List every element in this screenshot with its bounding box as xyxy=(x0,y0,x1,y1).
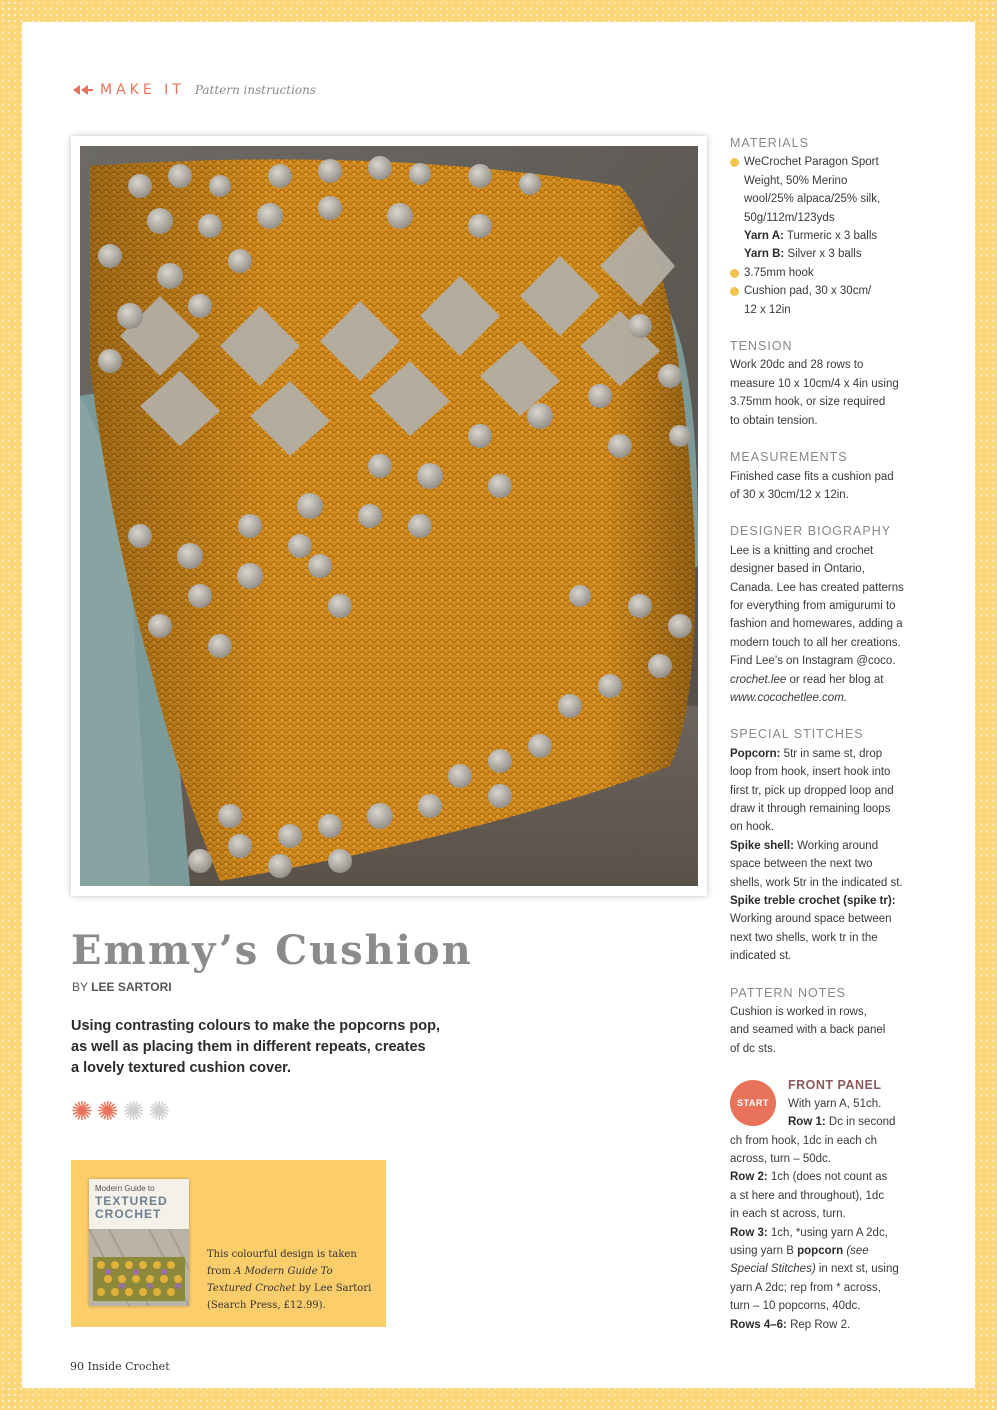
text-line: Lee is a knitting and crochet xyxy=(730,544,874,557)
text-line: 3.75mm hook, or size required xyxy=(730,396,886,409)
page-footer xyxy=(70,1360,170,1373)
book-info-box xyxy=(71,1160,386,1327)
text-line: designer based in Ontario, xyxy=(730,563,865,576)
text-line: a st here and throughout), 1dc xyxy=(730,1189,885,1202)
text-line: to obtain tension. xyxy=(730,414,818,427)
article-title: Emmy’s Cushion xyxy=(71,927,473,974)
asterisk-flower-icon: ✺ xyxy=(148,1096,171,1126)
biography-heading: DESIGNER BIOGRAPHY xyxy=(730,524,892,539)
row-3-label: Row 3: xyxy=(730,1226,768,1239)
magazine-page xyxy=(22,22,975,1388)
row-1-label: Row 1: xyxy=(788,1116,826,1129)
asterisk-flower-icon: ✺ xyxy=(122,1096,145,1126)
biography-section xyxy=(730,522,950,707)
materials-section xyxy=(730,134,950,319)
text-line: loop from hook, insert hook into xyxy=(730,766,891,779)
text-fragment: Dc in second xyxy=(825,1116,896,1129)
text-line: ch from hook, 1dc in each ch xyxy=(730,1134,878,1147)
spike-treble-label: Spike treble crochet (spike tr): xyxy=(730,895,896,908)
cushion-photo xyxy=(80,146,698,886)
text-line xyxy=(730,1224,950,1242)
start-badge: START xyxy=(730,1080,776,1126)
text-line: indicated st. xyxy=(730,950,792,963)
row-2-label: Row 2: xyxy=(730,1171,768,1184)
yarn-a-label: Yarn A: xyxy=(744,230,784,243)
asterisk-flower-icon: ✺ xyxy=(71,1096,93,1126)
text-line: Weight, 50% Merino xyxy=(744,174,848,187)
text-line: measure 10 x 10cm/4 x 4in using xyxy=(730,377,899,390)
text-fragment: using yarn B xyxy=(730,1244,798,1257)
book-cover xyxy=(89,1179,189,1306)
difficulty-rating xyxy=(71,1098,170,1124)
text-line: Cushion pad, 30 x 30cm/ xyxy=(744,285,872,298)
special-stitches-heading: SPECIAL STITCHES xyxy=(730,727,864,742)
text-fragment: Special Stitches) xyxy=(730,1263,816,1276)
text-line: in each st across, turn. xyxy=(730,1208,846,1221)
article-intro xyxy=(71,1016,481,1079)
pattern-sidebar xyxy=(730,134,950,1334)
text-line: Canada. Lee has created patterns xyxy=(730,581,904,594)
front-panel-section xyxy=(730,1076,950,1334)
popcorn-term: popcorn xyxy=(797,1244,844,1257)
byline xyxy=(72,980,172,994)
intro-line: a lovely textured cushion cover. xyxy=(71,1060,291,1076)
spike-shell-label: Spike shell: xyxy=(730,839,794,852)
text-line: and seamed with a back panel xyxy=(730,1024,886,1037)
yarn-b-value: Silver x 3 balls xyxy=(784,248,862,261)
double-arrow-icon xyxy=(72,84,94,96)
section-label: MAKE IT xyxy=(100,82,185,98)
asterisk-flower-icon: ✺ xyxy=(96,1096,119,1126)
book-cover-title-line2: TEXTURED xyxy=(95,1194,168,1208)
text-line: across, turn – 50dc. xyxy=(730,1152,831,1165)
blog-url-link[interactable] xyxy=(730,689,950,707)
page-number: 90 xyxy=(70,1360,84,1373)
text-line: first tr, pick up dropped loop and xyxy=(730,784,894,797)
yarn-a-value: Turmeric x 3 balls xyxy=(783,230,878,243)
text-line: modern touch to all her creations. xyxy=(730,636,901,649)
text-line xyxy=(730,1168,950,1186)
book-title-part1: A Modern Guide To xyxy=(234,1266,333,1277)
book-title-part2: Textured Crochet xyxy=(207,1283,296,1294)
yarn-b-line xyxy=(744,245,950,263)
pattern-notes-heading: PATTERN NOTES xyxy=(730,985,847,1000)
yarn-b-label: Yarn B: xyxy=(744,248,785,261)
measurements-heading: MEASUREMENTS xyxy=(730,450,848,465)
materials-pad-item xyxy=(730,282,950,319)
text-line: Finished case fits a cushion pad xyxy=(730,470,894,483)
popcorn-label: Popcorn: xyxy=(730,747,781,760)
text-line xyxy=(730,745,950,763)
text-line: draw it through remaining loops xyxy=(730,803,891,815)
text-line: Cushion is worked in rows, xyxy=(730,1006,867,1019)
book-credit-author: by Lee Sartori xyxy=(295,1283,372,1294)
text-line: turn – 10 popcorns, 40dc. xyxy=(730,1300,861,1313)
rows-4-6-label: Rows 4–6: xyxy=(730,1318,787,1331)
magazine-name: Inside Crochet xyxy=(87,1360,170,1373)
section-header xyxy=(72,81,316,99)
text-fragment: Working around xyxy=(793,839,879,852)
text-fragment: (see xyxy=(843,1244,869,1257)
special-stitches-section xyxy=(730,725,950,965)
book-credit-line xyxy=(207,1280,377,1297)
intro-line: as well as placing them in different repeats, creates xyxy=(71,1039,426,1055)
text-line: Find Lee’s on Instagram @coco. xyxy=(730,655,896,668)
text-fragment: in next st, using xyxy=(815,1263,899,1276)
text-line xyxy=(730,1242,950,1260)
text-line: for everything from amigurumi to xyxy=(730,599,896,612)
text-line: of dc sts. xyxy=(730,1042,777,1055)
tension-section xyxy=(730,337,950,430)
text-line: fashion and homewares, adding a xyxy=(730,618,903,631)
cushion-photo-frame xyxy=(71,136,707,896)
text-fragment: or read her blog at xyxy=(786,673,884,686)
text-line: Work 20dc and 28 rows to xyxy=(730,359,864,372)
text-line xyxy=(730,1260,950,1278)
text-line: Working around space between xyxy=(730,913,892,926)
materials-hook-item: 3.75mm hook xyxy=(730,264,950,282)
text-line: next two shells, work tr in the xyxy=(730,931,878,944)
text-line: 12 x 12in xyxy=(744,303,791,316)
instagram-handle: crochet.lee xyxy=(730,673,787,686)
text-line xyxy=(730,892,950,910)
book-credit-from: from xyxy=(207,1266,235,1277)
text-fragment: 5tr in same st, drop xyxy=(780,747,883,760)
crochet-cushion-image xyxy=(80,146,698,886)
pattern-notes-section xyxy=(730,984,950,1059)
blog-url: www.cocochetlee.com. xyxy=(730,691,847,704)
text-fragment: 1ch, *using yarn A 2dc, xyxy=(767,1226,888,1239)
book-cover-title-line1: Modern Guide to xyxy=(95,1184,155,1193)
author-name: LEE SARTORI xyxy=(91,980,172,994)
byline-prefix: BY xyxy=(72,980,88,994)
intro-line: Using contrasting colours to make the popcorns pop, xyxy=(71,1018,440,1034)
materials-yarn-item xyxy=(730,153,950,263)
book-cover-title-line3: CROCHET xyxy=(95,1207,162,1221)
book-cover-image xyxy=(89,1229,189,1306)
tension-heading: TENSION xyxy=(730,339,793,354)
text-line: shells, work 5tr in the indicated st. xyxy=(730,876,903,889)
book-credit-line xyxy=(207,1263,377,1280)
text-fragment: Rep Row 2. xyxy=(786,1318,851,1331)
text-line: 50g/112m/123yds xyxy=(744,211,835,224)
text-line: wool/25% alpaca/25% silk, xyxy=(744,193,881,206)
text-line: of 30 x 30cm/12 x 12in. xyxy=(730,488,849,501)
text-line: on hook. xyxy=(730,821,775,834)
text-line xyxy=(730,671,950,689)
front-panel-heading: FRONT PANEL xyxy=(788,1078,882,1093)
book-credit-text xyxy=(207,1246,377,1314)
measurements-section xyxy=(730,448,950,504)
text-line: With yarn A, 51ch. xyxy=(788,1097,882,1110)
text-line xyxy=(730,837,950,855)
text-fragment: 1ch (does not count as xyxy=(767,1171,888,1184)
text-line: WeCrochet Paragon Sport xyxy=(744,156,879,169)
materials-heading: MATERIALS xyxy=(730,136,809,150)
text-line: yarn A 2dc; rep from * across, xyxy=(730,1281,881,1294)
book-credit-line: This colourful design is taken xyxy=(207,1249,357,1260)
text-line: space between the next two xyxy=(730,858,873,871)
section-subtitle: Pattern instructions xyxy=(194,83,317,97)
book-credit-line: (Search Press, £12.99). xyxy=(207,1300,326,1311)
yarn-a-line xyxy=(744,227,950,245)
text-line xyxy=(730,1316,950,1334)
